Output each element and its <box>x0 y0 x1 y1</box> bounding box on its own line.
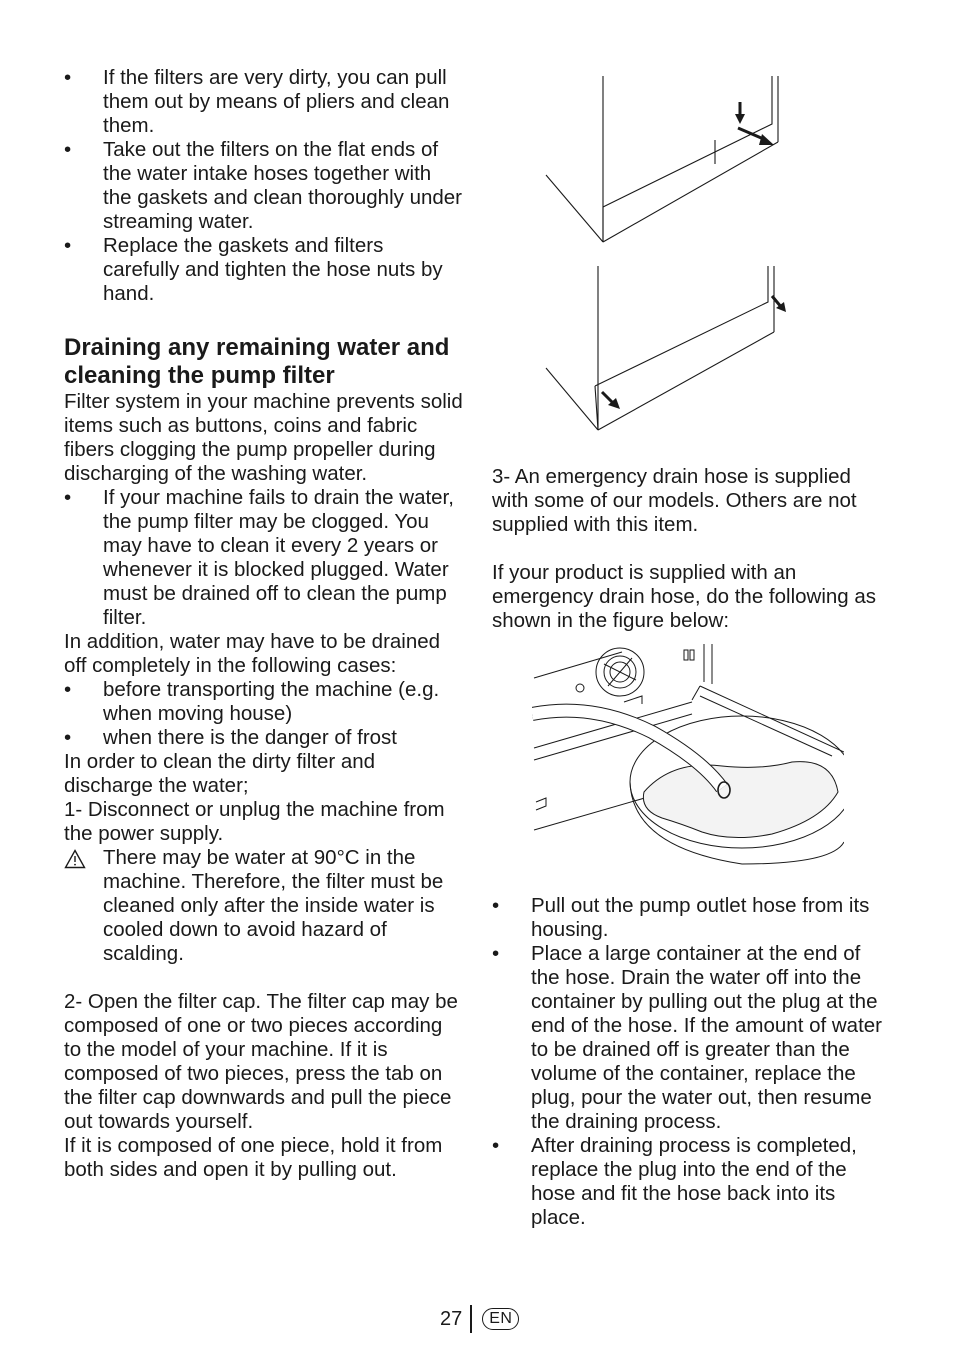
step-2: 2- Open the filter cap. The filter cap may be composed of one or two pieces according to the model of your machine. If it is composed of two pieces, press the tab on the filter cap downwards and pull the piece out towards yourself. <box>64 990 458 1133</box>
step-2-one-piece: If it is composed of one piece, hold it from both sides and open it by pulling out. <box>64 1134 443 1181</box>
list-item: • when there is the danger of frost <box>64 726 464 750</box>
section-heading: Draining any remaining water and cleaning the pump filter <box>64 334 450 389</box>
list-item: • If your machine fails to drain the water, the pump filter may be clogged. You may have to clean it every 2 years or whenever it is blocked plugged. Water must be drained off to clean the pump filter. <box>64 486 464 630</box>
arrow-down-icon <box>735 102 745 124</box>
drain-steps-bullets <box>492 894 892 1230</box>
right-column-bottom <box>492 894 892 1230</box>
step-1: 1- Disconnect or unplug the machine from the power supply. <box>64 798 445 845</box>
warning-triangle-icon <box>64 849 86 869</box>
in-addition-paragraph: In addition, water may have to be drained off completely in the following cases: <box>64 630 441 677</box>
filter-bullets <box>64 66 464 306</box>
list-item: • After draining process is completed, replace the plug into the end of the hose and fit the hose back into its place. <box>492 1134 892 1230</box>
list-item: • If the filters are very dirty, you can pull them out by means of pliers and clean them. <box>64 66 464 138</box>
arrow-left-icon <box>602 392 620 409</box>
list-item: • before transporting the machine (e.g. when moving house) <box>64 678 464 726</box>
arrow-out-icon <box>738 128 774 145</box>
language-badge: EN <box>482 1308 519 1330</box>
page-footer <box>440 1304 519 1334</box>
filter-cap-two-piece-figure <box>540 72 790 244</box>
list-item: • Replace the gaskets and filters carefully and tighten the hose nuts by hand. <box>64 234 464 306</box>
footer-divider <box>470 1305 472 1333</box>
warning-text: There may be water at 90°C in the machine. Therefore, the filter must be cleaned only after the inside water is cooled down to avoid hazard of scalding. <box>103 846 444 965</box>
list-item: • Pull out the pump outlet hose from its housing. <box>492 894 892 942</box>
step-3: 3- An emergency drain hose is supplied with some of our models. Others are not supplied with this item. <box>492 465 857 536</box>
warning-note <box>64 846 464 966</box>
filter-cap-one-piece-figure <box>540 262 790 434</box>
drain-hose-figure <box>532 642 844 870</box>
cases-bullets <box>64 678 464 750</box>
page-number: 27 <box>440 1308 463 1330</box>
if-supplied-paragraph: If your product is supplied with an emergency drain hose, do the following as shown in the figure below: <box>492 561 877 632</box>
drain-bullets <box>64 486 464 630</box>
intro-paragraph: Filter system in your machine prevents solid items such as buttons, coins and fabric fibers clogging the pump propeller during discharging of the washing water. <box>64 390 463 485</box>
list-item: • Place a large container at the end of the hose. Drain the water off into the container by pulling out the plug at the end of the hose. If the amount of water to be drained off is greater than the volume of the container, replace the plug, pour the water out, then resume the draining process. <box>492 942 892 1134</box>
in-order-paragraph: In order to clean the dirty filter and discharge the water; <box>64 750 376 797</box>
right-column-top <box>492 465 892 633</box>
list-item: • Take out the filters on the flat ends of the water intake hoses together with the gaskets and clean thoroughly under streaming water. <box>64 138 464 234</box>
left-column <box>64 66 464 1182</box>
